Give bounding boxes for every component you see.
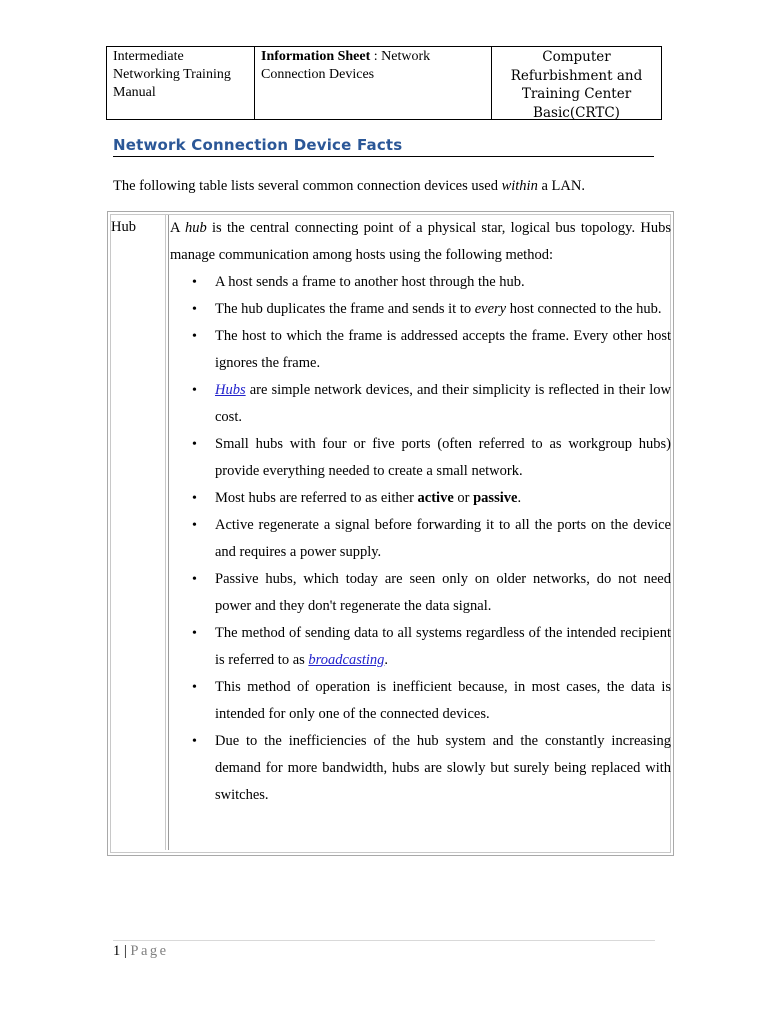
bold-term: active (417, 490, 454, 506)
intro-text-end: a LAN. (537, 178, 585, 194)
text: host connected to the hub. (506, 301, 662, 317)
intro-emphasis: within (501, 178, 538, 194)
text: . (384, 652, 389, 668)
hub-definition (170, 215, 671, 269)
text: or (453, 490, 474, 506)
header-organization: Computer Refurbishment and Training Center Basic(CRTC) (510, 49, 643, 121)
emphasis: hub (184, 220, 207, 236)
header-sheet-label: Information Sheet (261, 49, 371, 64)
hub-facts-list (170, 269, 671, 809)
emphasis: every (474, 301, 507, 317)
intro-paragraph (113, 176, 585, 196)
footer-separator: | (120, 943, 131, 959)
device-name-cell: Hub (111, 219, 136, 235)
page-number: 1 (113, 943, 121, 959)
document-header-table (106, 46, 662, 120)
text: is the central connecting point of a physical star, logical bus topology. Hubs manage communication among hosts using the following method: (170, 220, 671, 263)
list-item (170, 674, 671, 728)
text: are simple network devices, and their simplicity is reflected in their low cost. (215, 382, 671, 425)
header-sheet-title (255, 47, 492, 119)
text: Due to the inefficiencies of the hub system and the constantly increasing demand for more bandwidth, hubs are slowly but surely being replaced with switches. (215, 733, 671, 803)
text: Most hubs are referred to as either (215, 490, 418, 506)
list-item (170, 512, 671, 566)
text: The hub duplicates the frame and sends it to (215, 301, 475, 317)
section-heading: Network Connection Device Facts (113, 136, 654, 157)
text: . (517, 490, 522, 506)
list-item (170, 269, 671, 296)
list-item (170, 566, 671, 620)
column-divider (165, 215, 166, 850)
text: A host sends a frame to another host through the hub. (215, 274, 525, 290)
text: The method of sending data to all systems regardless of the intended recipient is referred to as (215, 625, 671, 668)
header-manual-title: Intermediate Networking Training Manual (107, 47, 255, 119)
column-divider (168, 215, 169, 850)
list-item (170, 377, 671, 431)
text: A (170, 220, 185, 236)
intro-text: The following table lists several common connection devices used (113, 178, 502, 194)
list-item (170, 296, 671, 323)
list-item (170, 431, 671, 485)
device-description-cell (170, 215, 671, 809)
page-footer (113, 942, 169, 960)
page-label: Page (130, 943, 169, 959)
list-item (170, 728, 671, 809)
list-item (170, 485, 671, 512)
text: Active regenerate a signal before forwarding it to all the ports on the device and requires a power supply. (215, 517, 671, 560)
text: This method of operation is inefficient because, in most cases, the data is intended for only one of the connected devices. (215, 679, 671, 722)
header-sheet-topic: : Network Connection Devices (261, 49, 431, 82)
hubs-link[interactable]: Hubs (215, 382, 246, 398)
text: Small hubs with four or five ports (often referred to as workgroup hubs) provide everything needed to create a small network. (215, 436, 671, 479)
broadcasting-link[interactable]: broadcasting (308, 652, 385, 668)
text: Passive hubs, which today are seen only on older networks, do not need power and they don't regenerate the data signal. (215, 571, 671, 614)
list-item (170, 323, 671, 377)
text: The host to which the frame is addressed accepts the frame. Every other host ignores the frame. (215, 328, 671, 371)
footer-divider (113, 940, 655, 941)
bold-term: passive (473, 490, 518, 506)
list-item (170, 620, 671, 674)
